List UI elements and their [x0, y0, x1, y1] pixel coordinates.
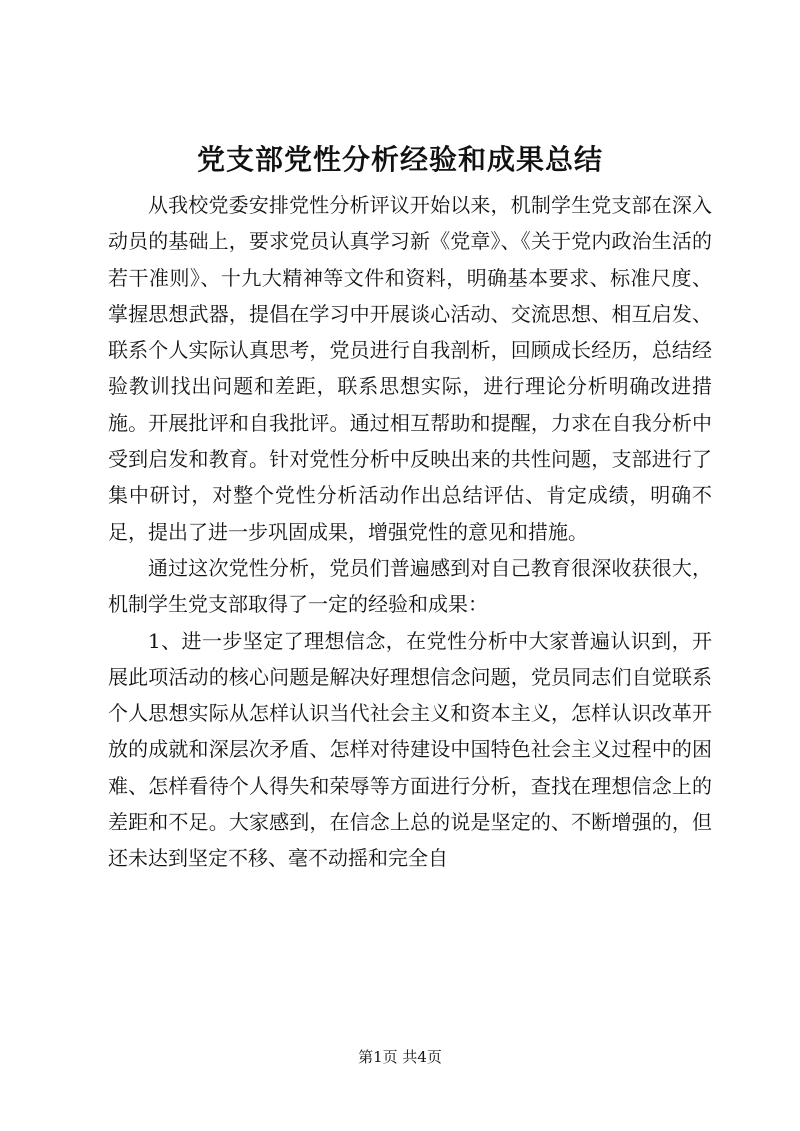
paragraph-1: 从我校党委安排党性分析评议开始以来，机制学生党支部在深入动员的基础上，要求党员认真学习新《党章》、《关于党内政治生活的若干准则》、十九大精神等文件和资料，明确基本要求、标准尺度、掌握思想武器，提倡在学习中开展谈心活动、交流思想、相互启发、联系个人实际认真思考，党员进行自我剖析，回顾成长经历，总结经验教训找出问题和差距，联系思想实际，进行理论分析明确改进措施。开展批评和自我批评。通过相互帮助和提醒，力求在自我分析中受到启发和教育。针对党性分析中反映出来的共性问题，支部进行了集中研讨，对整个党性分析活动作出总结评估、肯定成绩，明确不足，提出了进一步巩固成果，增强党性的意见和措施。	[108, 193, 712, 544]
paragraph-2: 通过这次党性分析，党员们普遍感到对自己教育很深收获很大，机制学生党支部取得了一定的经验和成果：	[108, 555, 712, 617]
paragraph-3: 1、进一步坚定了理想信念，在党性分析中大家普遍认识到，开展此项活动的核心问题是解决好理想信念问题，党员同志们自觉联系个人思想实际从怎样认识当代社会主义和资本主义，怎样认识改革开放的成就和深层次矛盾、怎样对待建设中国特色社会主义过程中的困难、怎样看待个人得失和荣辱等方面进行分析，查找在理想信念上的差距和不足。大家感到，在信念上总的说是坚定的、不断增强的，但还未达到坚定不移、毫不动摇和完全自	[108, 628, 712, 871]
page-footer: 第1页 共4页	[358, 1048, 442, 1066]
document-title: 党支部党性分析经验和成果总结	[196, 143, 603, 176]
document-body	[108, 187, 712, 877]
